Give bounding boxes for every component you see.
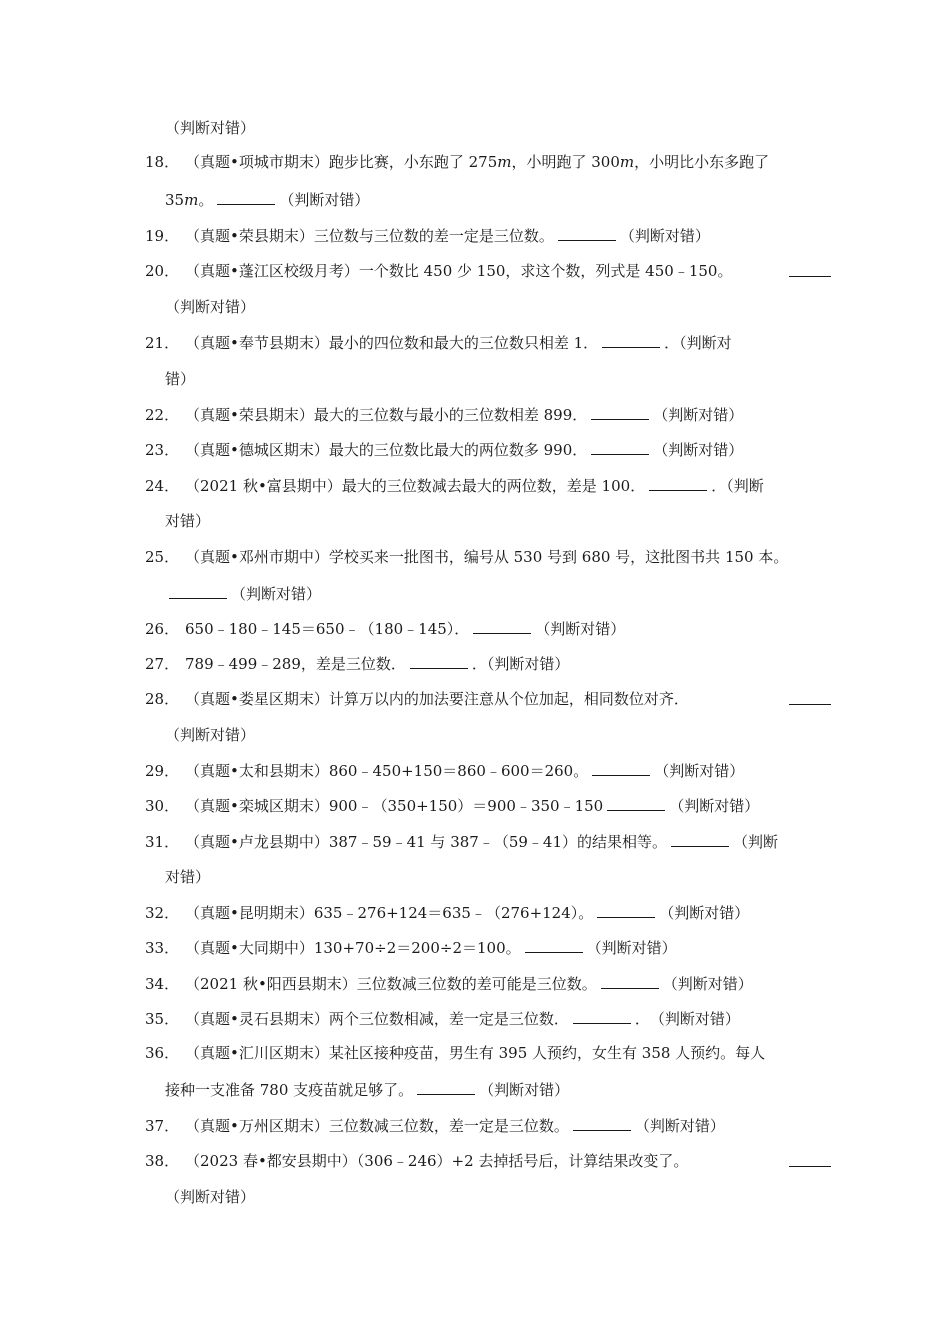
answer-blank[interactable] [417, 1079, 475, 1095]
answer-blank[interactable] [169, 583, 227, 599]
answer-blank[interactable] [789, 1151, 831, 1167]
q17-continuation [165, 118, 855, 138]
question-37: 37． （真题•万州区期末）三位数减三位数，差一定是三位数。 （判断对错） [145, 1117, 725, 1135]
question-28: 28． （真题•娄星区期末）计算万以内的加法要注意从个位加起，相同数位对齐． [145, 689, 835, 709]
answer-blank[interactable] [671, 831, 729, 847]
answer-blank[interactable] [573, 1115, 631, 1131]
answer-blank[interactable] [607, 795, 665, 811]
question-27: 27． 789﹣499﹣289，差是三位数． ．（判断对错） [145, 655, 570, 673]
question-32: 32． （真题•昆明期末）635﹣276+124＝635﹣（276+124）。 （判断对错） [145, 904, 750, 922]
question-23: 23． （真题•德城区期末）最大的三位数比最大的两位数多 990． （判断对错） [145, 441, 744, 459]
question-35: 35． （真题•灵石县期末）两个三位数相减，差一定是三位数． ． （判断对错） [145, 1010, 740, 1028]
question-19: 19． （真题•荣县期末）三位数与三位数的差一定是三位数。 （判断对错） [145, 227, 710, 245]
answer-blank[interactable] [473, 618, 531, 634]
answer-blank[interactable] [789, 689, 831, 705]
answer-blank[interactable] [410, 653, 468, 669]
answer-blank[interactable] [649, 475, 707, 491]
question-18: 18． （真题•项城市期末）跑步比赛，小东跑了 275m，小明跑了 300m，小明比小东多跑了 [145, 153, 770, 171]
question-33: 33． （真题•大同期中）130+70÷2＝200÷2＝100。 （判断对错） [145, 939, 677, 957]
question-36-cont: 接种一支准备 780 支疫苗就足够了。 （判断对错） [165, 1081, 570, 1099]
question-29: 29． （真题•太和县期末）860﹣450+150＝860﹣600＝260。 （判断对错） [145, 762, 745, 780]
question-38: 38． （2023 春•都安县期中）（306﹣246）+2 去掉括号后，计算结果改变了。 [145, 1151, 835, 1171]
question-24-cont: 对错） [165, 512, 211, 530]
question-34: 34． （2021 秋•阳西县期末）三位数减三位数的差可能是三位数。 （判断对错） [145, 975, 753, 993]
question-36: 36． （真题•汇川区期末）某社区接种疫苗，男生有 395 人预约，女生有 358 人预约。每人 [145, 1044, 766, 1062]
answer-blank[interactable] [591, 404, 649, 420]
question-25: 25． （真题•邓州市期中）学校买来一批图书，编号从 530 号到 680 号，这批图书共 150 本。 [145, 548, 789, 566]
question-18-cont: 35m。 （判断对错） [165, 191, 370, 209]
question-31-cont: 对错） [165, 868, 211, 886]
answer-blank[interactable] [573, 1008, 631, 1024]
judge-label: （判断对错） [165, 119, 256, 137]
question-22: 22． （真题•荣县期末）最大的三位数与最小的三位数相差 899． （判断对错） [145, 406, 744, 424]
answer-blank[interactable] [597, 902, 655, 918]
answer-blank[interactable] [601, 973, 659, 989]
question-31: 31． （真题•卢龙县期中）387﹣59﹣41 与 387﹣（59﹣41）的结果相等。 （判断 [145, 833, 779, 851]
question-25-cont: （判断对错） [165, 583, 855, 603]
question-28-cont: （判断对错） [165, 726, 256, 744]
answer-blank[interactable] [602, 332, 660, 348]
question-30: 30． （真题•栾城区期末）900﹣（350+150）＝900﹣350﹣150 （判断对错） [145, 797, 760, 815]
question-21: 21． （真题•奉节县期末）最小的四位数和最大的三位数只相差 1． ．（判断对 [145, 334, 732, 352]
question-26: 26． 650﹣180﹣145＝650﹣（180﹣145）． （判断对错） [145, 620, 626, 638]
question-24: 24． （2021 秋•富县期中）最大的三位数减去最大的两位数，差是 100． ．（判断 [145, 477, 764, 495]
question-20-cont: （判断对错） [165, 298, 256, 316]
question-38-cont: （判断对错） [165, 1188, 256, 1206]
answer-blank[interactable] [789, 261, 831, 277]
answer-blank[interactable] [592, 760, 650, 776]
question-20: 20． （真题•蓬江区校级月考）一个数比 450 少 150，求这个数，列式是 450﹣150。 [145, 261, 835, 281]
answer-blank[interactable] [217, 189, 275, 205]
question-21-cont: 错） [165, 370, 196, 388]
answer-blank[interactable] [558, 225, 616, 241]
answer-blank[interactable] [525, 937, 583, 953]
answer-blank[interactable] [591, 439, 649, 455]
